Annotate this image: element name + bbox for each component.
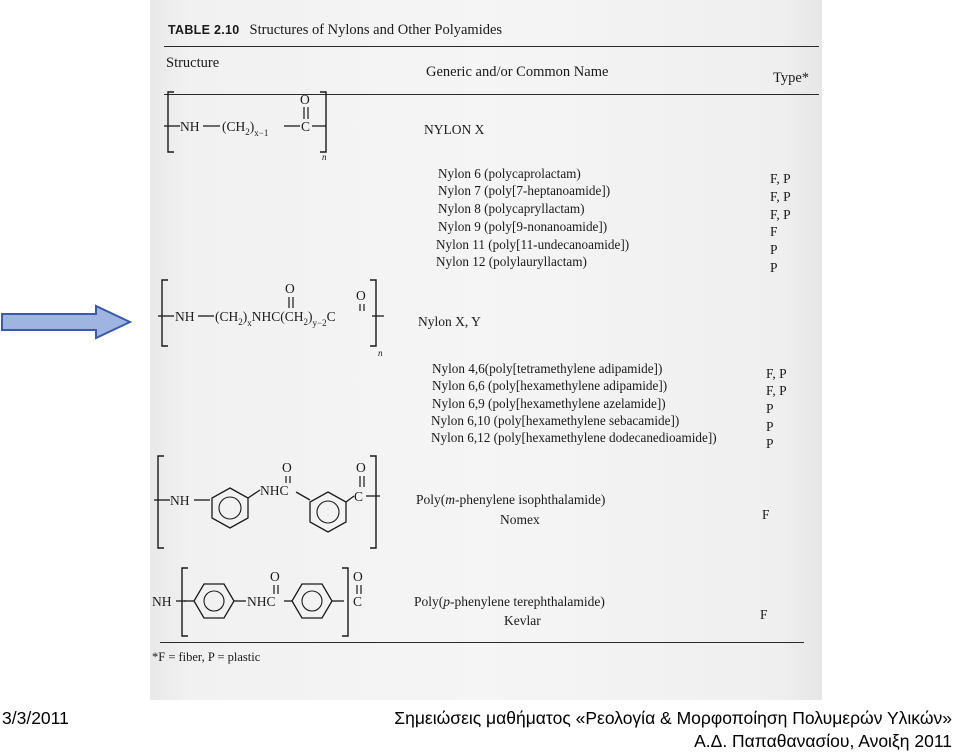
svg-text:NH: NH xyxy=(175,309,195,324)
svg-text:(CH2)x−1: $(CH_2)_{x-1}$ xyxy=(222,119,269,138)
footer-date: 3/3/2011 xyxy=(2,708,69,728)
row-name: Nylon 6,10 (poly[hexamethylene sebacamide]) xyxy=(431,413,680,428)
svg-text:n: n xyxy=(378,348,383,358)
nylon-x-structure xyxy=(160,88,340,162)
footer-author: Α.Δ. Παπαθανασίου, Ανοιξη 2011 xyxy=(694,731,952,751)
svg-text:NHC: NHC xyxy=(260,483,289,498)
row-type: F xyxy=(770,224,778,239)
svg-text:O: O xyxy=(285,281,295,296)
bottom-rule xyxy=(160,642,804,643)
row-type: P xyxy=(770,242,778,257)
kevlar-structure xyxy=(148,564,384,644)
row-name: Nylon 4,6(poly[tetramethylene adipamide]) xyxy=(432,361,663,376)
footer-course: Σημειώσεις μαθήματος «Ρεολογία & Μορφοποίηση Πολυμερών Υλικών» xyxy=(394,708,952,728)
row-type: F xyxy=(760,607,768,622)
pointer-arrow-icon xyxy=(0,304,136,340)
group-heading-nomex: Poly(m-phenylene isophthalamide) xyxy=(416,492,606,507)
row-name: Nylon 6,12 (poly[hexamethylene dodecanedioamide]) xyxy=(431,430,717,445)
row-type: F, P xyxy=(770,189,791,204)
svg-text:NHC: NHC xyxy=(247,594,276,609)
row-name: Nylon 6,6 (poly[hexamethylene adipamide]) xyxy=(432,378,668,393)
row-name: Nylon 12 (polylauryllactam) xyxy=(436,254,587,269)
svg-text:C: C xyxy=(354,489,364,504)
svg-text:O: O xyxy=(300,92,310,107)
group-heading-kevlar: Poly(p-phenylene terephthalamide) xyxy=(414,594,605,609)
row-type: P xyxy=(766,401,774,416)
row-name: Nylon 6 (polycaprolactam) xyxy=(438,166,581,181)
col-header-structure: Structure xyxy=(166,55,220,71)
table-title xyxy=(168,22,502,39)
row-type: F, P xyxy=(766,383,787,398)
title-rule xyxy=(164,46,819,47)
svg-text:O: O xyxy=(282,460,292,475)
svg-text:(CH2)xNHC(CH2)y−2C: $(CH_2)_xNHC(CH_2)_{y-2}C$ xyxy=(215,309,336,328)
svg-text:C: C xyxy=(301,119,311,134)
col-header-type: Type* xyxy=(773,70,810,86)
svg-text:NH: NH xyxy=(152,594,172,609)
row-type: F, P xyxy=(770,207,791,222)
svg-text:O: O xyxy=(356,288,366,303)
group-heading-nylon-x: NYLON X xyxy=(424,122,485,137)
row-type: F, P xyxy=(770,171,791,186)
row-name: Nylon 8 (polycapryllactam) xyxy=(438,201,585,216)
table-footnote: *F = fiber, P = plastic xyxy=(152,650,261,664)
row-type: P xyxy=(766,436,774,451)
table-label: TABLE 2.10 xyxy=(168,23,240,37)
svg-text:n: n xyxy=(322,152,327,162)
svg-text:C: C xyxy=(353,594,363,609)
svg-text:NH: NH xyxy=(180,119,200,134)
row-type: F, P xyxy=(766,366,787,381)
row-type: P xyxy=(766,419,774,434)
common-name-nomex: Nomex xyxy=(500,512,540,527)
nomex-structure xyxy=(152,452,388,556)
nylon-xy-structure xyxy=(156,276,396,360)
row-name: Nylon 6,9 (poly[hexamethylene azelamide]) xyxy=(432,396,666,411)
row-name: Nylon 11 (poly[11-undecanoamide]) xyxy=(436,237,630,252)
col-header-name: Generic and/or Common Name xyxy=(426,64,609,80)
row-name: Nylon 9 (poly[9-nonanoamide]) xyxy=(438,219,608,234)
row-type: P xyxy=(770,260,778,275)
svg-text:O: O xyxy=(356,460,366,475)
svg-text:NH: NH xyxy=(170,493,190,508)
svg-text:O: O xyxy=(270,569,280,584)
svg-text:O: O xyxy=(353,569,363,584)
row-name: Nylon 7 (poly[7-heptanoamide]) xyxy=(438,183,611,198)
group-heading-nylon-xy: Nylon X, Y xyxy=(418,314,481,329)
table-caption: Structures of Nylons and Other Polyamides xyxy=(249,22,503,38)
row-type: F xyxy=(762,507,770,522)
common-name-kevlar: Kevlar xyxy=(504,613,541,628)
